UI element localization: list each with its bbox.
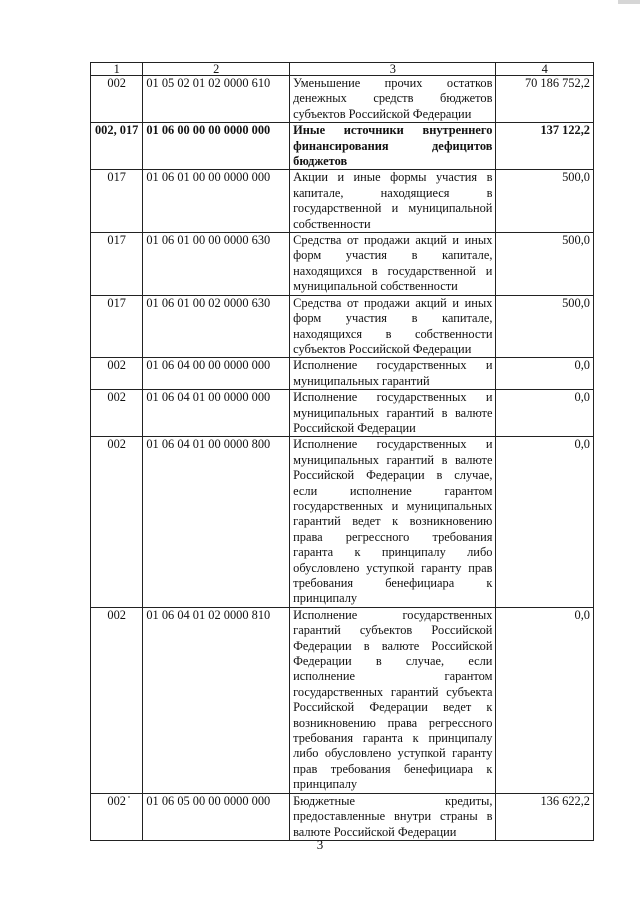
budget-code-cell: 01 06 04 01 02 0000 810 <box>143 607 290 793</box>
source-name-cell: Уменьшение прочих остатков денежных средств бюджетов субъектов Российской Федерации <box>290 76 496 123</box>
amount-cell: 500,0 <box>496 170 594 233</box>
table-row <box>91 295 594 358</box>
source-name-cell: Исполнение государственных и муниципальных гарантий в валюте Российской Федерации в случае, если исполнение гарантом государственных и муниципальных гарантий ведет к возникновению права регрессного требования гаранта к принципалу либо обусловлено уступкой гаранту прав требования бенефициара к принципалу <box>290 437 496 607</box>
budget-code-cell: 01 06 01 00 02 0000 630 <box>143 295 290 358</box>
budget-code-cell: 01 06 00 00 00 0000 000 <box>143 123 290 170</box>
budget-code-cell: 01 06 04 01 00 0000 000 <box>143 390 290 437</box>
table-row <box>91 793 594 840</box>
source-name-cell: Исполнение государственных и муниципальных гарантий в валюте Российской Федерации <box>290 390 496 437</box>
table-row <box>91 607 594 793</box>
amount-cell: 500,0 <box>496 233 594 296</box>
amount-cell: 0,0 <box>496 390 594 437</box>
amount-cell: 0,0 <box>496 437 594 607</box>
admin-code-cell: 002 <box>91 358 143 390</box>
amount-cell: 0,0 <box>496 358 594 390</box>
amount-cell: 136 622,2 <box>496 793 594 840</box>
source-name-cell: Исполнение государственных и муниципальных гарантий <box>290 358 496 390</box>
amount-cell: 0,0 <box>496 607 594 793</box>
admin-code-cell: 002 <box>91 76 143 123</box>
source-name-cell: Бюджетные кредиты, предоставленные внутри страны в валюте Российской Федерации <box>290 793 496 840</box>
header-col-3: 3 <box>290 63 496 76</box>
source-name-cell: Акции и иные формы участия в капитале, находящиеся в государственной и муниципальной собственности <box>290 170 496 233</box>
amount-cell: 137 122,2 <box>496 123 594 170</box>
table-row <box>91 358 594 390</box>
admin-code-cell: 002 <box>91 437 143 607</box>
header-col-2: 2 <box>143 63 290 76</box>
budget-code-cell: 01 06 04 01 00 0000 800 <box>143 437 290 607</box>
table-row <box>91 437 594 607</box>
header-col-1: 1 <box>91 63 143 76</box>
budget-code-cell: 01 06 04 00 00 0000 000 <box>143 358 290 390</box>
page-number: 3 <box>316 837 324 852</box>
table-header-row <box>91 63 594 76</box>
admin-code-cell: 017 <box>91 295 143 358</box>
admin-code-cell: 002 <box>91 793 143 840</box>
source-name-cell: Исполнение государственных гарантий субъектов Российской Федерации в валюте Российской Федерации в случае, если исполнение гарантом государственных гарантий субъекта Российской Федерации ведет к возникновению права регрессного требования гаранта к принципалу либо обусловлено уступкой гаранту прав требования бенефициара к принципалу <box>290 607 496 793</box>
budget-code-cell: 01 05 02 01 02 0000 610 <box>143 76 290 123</box>
source-name-cell: Средства от продажи акций и иных форм участия в капитале, находящихся в собственности субъектов Российской Федерации <box>290 295 496 358</box>
budget-code-cell: 01 06 05 00 00 0000 000 <box>143 793 290 840</box>
admin-code-cell: 017 <box>91 233 143 296</box>
amount-cell: 500,0 <box>496 295 594 358</box>
table-row <box>91 390 594 437</box>
table-row <box>91 76 594 123</box>
table-row <box>91 123 594 170</box>
admin-code-cell: 002 <box>91 390 143 437</box>
scan-artifact <box>618 0 640 4</box>
sources-table <box>90 62 594 841</box>
table-row <box>91 233 594 296</box>
amount-cell: 70 186 752,2 <box>496 76 594 123</box>
header-col-4: 4 <box>496 63 594 76</box>
source-name-cell: Иные источники внутреннего финансирования дефицитов бюджетов <box>290 123 496 170</box>
budget-code-cell: 01 06 01 00 00 0000 630 <box>143 233 290 296</box>
admin-code-cell: 002 <box>91 607 143 793</box>
admin-code-cell: 002, 017 <box>91 123 143 170</box>
admin-code-cell: 017 <box>91 170 143 233</box>
budget-code-cell: 01 06 01 00 00 0000 000 <box>143 170 290 233</box>
source-name-cell: Средства от продажи акций и иных форм участия в капитале, находящихся в государственной и муниципальной собственности <box>290 233 496 296</box>
table-row <box>91 170 594 233</box>
